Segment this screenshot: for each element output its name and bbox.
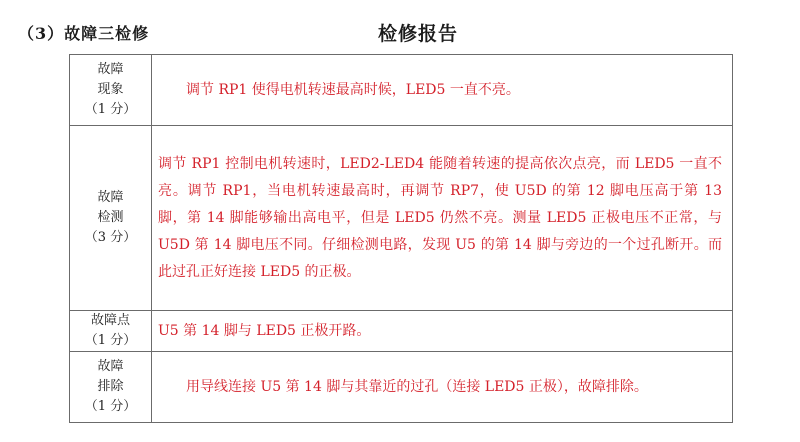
label-fault-symptom: [70, 55, 152, 126]
content-text: 调节 RP1 控制电机转速时，LED2-LED4 能随着转速的提高依次点亮，而 LED5 一直不亮。调节 RP1，当电机转速最高时，再调节 RP7，使 U5D 的第 12 脚电压高于第 13 脚，第 14 脚能够输出高电平，但是 LED5 仍然不亮。测量 LED5 正极电压不正常，与 U5D 第 14 脚电压不同。仔细检测电路，发现 U5 的第 14 脚与旁边的一个过孔断开。而此过孔正好连接 LED5 的正极。: [158, 155, 722, 280]
content-text: 调节 RP1 使得电机转速最高时候，LED5 一直不亮。: [186, 82, 520, 98]
content-text: 用导线连接 U5 第 14 脚与其靠近的过孔（连接 LED5 正极），故障排除。: [186, 379, 648, 395]
label-line: 排除: [97, 379, 124, 394]
label-line: （1 分）: [84, 102, 137, 117]
section-heading: （3）故障三检修: [18, 24, 150, 43]
content-fault-point: [152, 311, 733, 352]
content-text: U5 第 14 脚与 LED5 正极开路。: [158, 323, 371, 339]
table-row-fault-detection: [70, 126, 733, 311]
label-fault-detection: [70, 126, 152, 311]
label-line: 故障: [97, 62, 124, 77]
label-line: 故障点: [90, 313, 130, 328]
label-line: 故障: [97, 359, 124, 374]
content-fault-symptom: [152, 55, 733, 126]
label-fault-point: [70, 311, 152, 352]
content-fault-removal: [152, 352, 733, 423]
label-line: （1 分）: [84, 333, 137, 348]
content-fault-detection: [152, 126, 733, 311]
label-line: 现象: [97, 82, 124, 97]
label-line: 检测: [97, 210, 124, 225]
table-row-fault-symptom: [70, 55, 733, 126]
label-fault-removal: [70, 352, 152, 423]
label-line: 故障: [97, 190, 124, 205]
table-row-fault-point: [70, 311, 733, 352]
label-line: （1 分）: [84, 399, 137, 414]
report-title: 检修报告: [378, 23, 459, 45]
label-line: （3 分）: [84, 230, 137, 245]
repair-report-table: [69, 54, 733, 423]
table-row-fault-removal: [70, 352, 733, 423]
